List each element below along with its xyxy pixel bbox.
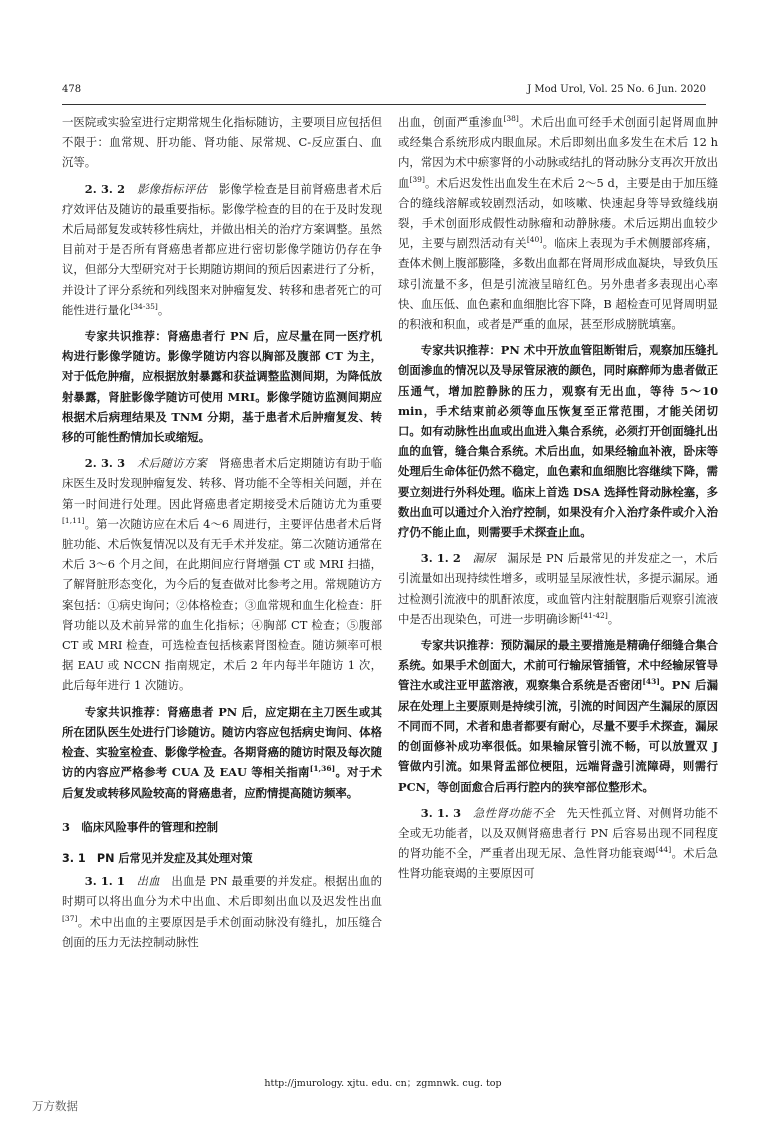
page-header bbox=[62, 84, 706, 104]
section-text: 先天性孤立肾、对侧肾功能不全或无功能者，以及双侧肾癌患者行 PN 后容易出现不同程度的肾功能不全，严重者出现无尿、急性肾功能衰竭 bbox=[398, 805, 718, 861]
citation: [37] bbox=[62, 913, 78, 923]
watermark-text: 万方数据 bbox=[32, 1099, 78, 1113]
section-2-3-2 bbox=[62, 179, 382, 320]
paragraph-text: 。术后出血可经手术创面引起肾周血肿或经集合系统形成内眼血尿。术后即刻出血多发生在术后 12 h 内，常因为术中瘀寥肾的小动脉或结扎的肾动脉分支再次开放出血 bbox=[398, 115, 718, 190]
recommendation-text-continued: 。对于术后复发或转移风险较高的肾癌患者，应酌情提高随访频率。 bbox=[62, 765, 382, 800]
citation: [43] bbox=[642, 677, 660, 687]
header-rule bbox=[62, 104, 706, 105]
citation: [1,11] bbox=[62, 516, 85, 526]
paragraph-text: 。术后迟发性出血发生在术后 2～5 d，主要是由于加压缝合的缝线溶解或较剧烈活动，如咳嗽、快速起身等导致缝线崩裂，手术创面形成假性动脉瘤和动静脉瘘。术后远期出血较少见，主要与剧烈活动有关 bbox=[398, 175, 718, 251]
recommendation-text: PN 术中开放血管阻断钳后，观察加压缝扎创面渗血的情况以及导尿管尿液的颜色，同时麻醉师为患者做正压通气，增加腔静脉的压力，观察有无出血，等待 5～10 min，手术结束前必须等血压恢复至正常范围，才能关闭切口。如有动脉性出血或出血进入集合系统，必须打开创面缝扎出血的血管，缝合集合系统。术后出血，如果经输血补液，卧床等处理后生命体征仍然不稳定，血色素和血细胞比容继续下降，需要立刻进行外科处理。临床上首选 DSA 选择性肾动脉栓塞，多数出血可以通过介入治疗控制，如果没有介入治疗条件或介入治疗仍不能止血，则需要手术探查止血。 bbox=[398, 343, 718, 540]
recommendation-label: 专家共识推荐： bbox=[84, 704, 167, 719]
section-text: 影像学检查是目前肾癌患者术后疗效评估及随访的最重要指标。影像学检查的目的在于及时发现术后局部复发或转移性病灶，并做出相关的治疗方案调整。虽然目前对于是否所有肾癌患者都应进行密切影像学随访仍存在争议，但部分大型研究对于长期随访期间的预后因素进行了分析，并设计了评分系统和列线图来对肿瘤复发、转移和患者死亡的可能性进行量化 bbox=[62, 181, 382, 317]
section-heading-3-1: 3. 1 PN 后常见并发症及其处理对策 bbox=[62, 851, 253, 865]
journal-citation: J Mod Urol, Vol. 25 No. 6 Jun. 2020 bbox=[527, 84, 706, 95]
citation: [1,36] bbox=[309, 764, 336, 774]
recommendation-text: 肾癌患者 PN 后，应定期在主刀医生或其所在团队医生处进行门诊随访。随访内容应包括病史询问、体格检查、实验室检查、影像学检查。各期肾癌的随访时限及每次随访的内容应严格参考 CUA 及 EAU 等相关指南 bbox=[62, 704, 382, 780]
expert-recommendation-1 bbox=[62, 326, 382, 447]
section-text: 肾癌患者术后定期随访有助于临床医生及时发现肿瘤复发、转移、肾功能不全等相关问题，并在第一时间进行处理。因此肾癌患者定期接受术后随访尤为重要 bbox=[62, 456, 382, 511]
section-number: 2. 3. 3 bbox=[84, 456, 126, 471]
recommendation-text: 预防漏尿的最主要措施是精确仔细缝合集合系统。如果手术创面大，术前可行输尿管插管，术中经输尿管导管注水或注亚甲蓝溶液，观察集合系统是否密闭 bbox=[398, 638, 718, 693]
citation: [38] bbox=[503, 114, 519, 124]
recommendation-label: 专家共识推荐： bbox=[84, 329, 167, 344]
citation: [41-42] bbox=[580, 611, 608, 621]
right-column bbox=[398, 112, 718, 884]
citation: [40] bbox=[526, 235, 543, 245]
section-heading-3: 3 临床风险事件的管理和控制 bbox=[62, 819, 219, 834]
footer-url: http://jmurology. xjtu. edu. cn；zgmnwk. cug. top bbox=[264, 1078, 502, 1089]
paragraph-text: 。临床上表现为手术侧腰部疼痛，查体术侧上腹部膨隆，多数出血都在肾周形成血凝块，导致负压球引流量不多，但是引流液呈暗红色。另外患者多表现出心率快、血压低、血色素和血细胞比容下降，B 超检查可见肾周明显的积液和积血，或者是严重的血尿，甚至形成膀胱填塞。 bbox=[398, 236, 718, 332]
paragraph bbox=[398, 112, 718, 334]
section-text-continued: 。第一次随访应在术后 4～6 周进行，主要评估患者术后肾脏功能、术后恢复情况以及有无手术并发症。第二次随访通常在术后 3～6 个月之间，在此期间应行肾增强 CT 或 MRI 扫描，了解肾脏形态变化，为今后的复查做对比参考之用。常规随访方案包括：①病史询问；②体格检查；③血常规和血生化检查：肝肾功能以及术前异常的血生化指标；④胸部 CT 检查；⑤腹部 CT 或 MRI 检查，可选检查包括核素肾图检查。随访频率可根据 EAU 或 NCCN 指南规定，术后 2 年内每半年随访 1 次，此后每年进行 1 次随访。 bbox=[62, 516, 382, 693]
left-column bbox=[62, 112, 382, 952]
section-2-3-3 bbox=[62, 453, 382, 695]
section-number: 2. 3. 2 bbox=[84, 181, 126, 196]
section-title: 急性肾功能不全 bbox=[472, 805, 555, 820]
paragraph-text: 出血，创面严重渗血 bbox=[398, 115, 504, 129]
recommendation-text: 肾癌患者行 PN 后，应尽量在同一医疗机构进行影像学随访。影像学随访内容以胸部及腹部 CT 为主，对于低危肿瘤，应根据放射暴露和获益调整监测间期，为降低放射暴露，肾脏影像学随访可使用 MRI。影像学随访监测间期应根据术后病理结果及 TNM 分期，基于患者术后肿瘤复发、转移的可能性酌情加长或缩短。 bbox=[62, 329, 382, 445]
section-3-1-1 bbox=[62, 871, 382, 952]
recommendation-label: 专家共识推荐： bbox=[420, 343, 501, 358]
paragraph: 一医院或实验室进行定期常规生化指标随访，主要项目应包括但不限于：血常规、肝功能、肾功能、尿常规、C-反应蛋白、血沉等。 bbox=[62, 115, 382, 170]
section-number: 3. 1. 2 bbox=[420, 551, 461, 566]
expert-recommendation-2 bbox=[62, 702, 382, 803]
section-3-1-2 bbox=[398, 548, 718, 629]
citation: [39] bbox=[409, 174, 425, 184]
section-number: 3. 1. 1 bbox=[84, 874, 125, 889]
citation: [44] bbox=[655, 845, 672, 855]
section-text: 漏尿是 PN 后最常见的并发症之一，术后引流量如出现持续性增多，或明显呈尿液性状，多提示漏尿。通过检测引流液中的肌酐浓度，或血管内注射靛胭脂后观察引流液中是否出现染色，可进一步明确诊断 bbox=[398, 551, 718, 626]
section-title: 术后随访方案 bbox=[136, 456, 208, 471]
recommendation-text-continued: 。PN 后漏尿在处理上主要原则是持续引流，引流的时间因产生漏尿的原因不同而不同，术者和患者都要有耐心，尽量不要手术探查，漏尿的创面修补成功率很低。如果输尿管引流不畅，可以放置双 J 管做内引流。如果肾盂部位梗阻，远端肾盏引流障碍，则需行 PCN，等创面愈合后再行腔内的狭窄部位整形术。 bbox=[398, 678, 718, 794]
section-text-continued: 。术中出血的主要原因是手术创面动脉没有缝扎，加压缝合创面的压力无法控制动脉性 bbox=[62, 914, 382, 949]
expert-recommendation-4 bbox=[398, 635, 718, 797]
section-title: 出血 bbox=[136, 874, 160, 889]
section-title: 影像指标评估 bbox=[136, 181, 208, 196]
punctuation: 。 bbox=[157, 302, 170, 317]
citation: [34-35] bbox=[130, 302, 158, 312]
section-number: 3. 1. 3 bbox=[420, 805, 462, 820]
section-text: 出血是 PN 最重要的并发症。根据出血的时期可以将出血分为术中出血、术后即刻出血以及迟发性出血 bbox=[62, 874, 382, 909]
expert-recommendation-3 bbox=[398, 340, 718, 542]
punctuation: 。 bbox=[607, 611, 620, 626]
section-title: 漏尿 bbox=[472, 551, 496, 566]
section-3-1-3 bbox=[398, 803, 718, 884]
page-number: 478 bbox=[62, 84, 82, 95]
recommendation-label: 专家共识推荐： bbox=[420, 638, 501, 653]
section-text-continued: 。术后急性肾功能衰竭的主要原因可 bbox=[398, 846, 718, 881]
